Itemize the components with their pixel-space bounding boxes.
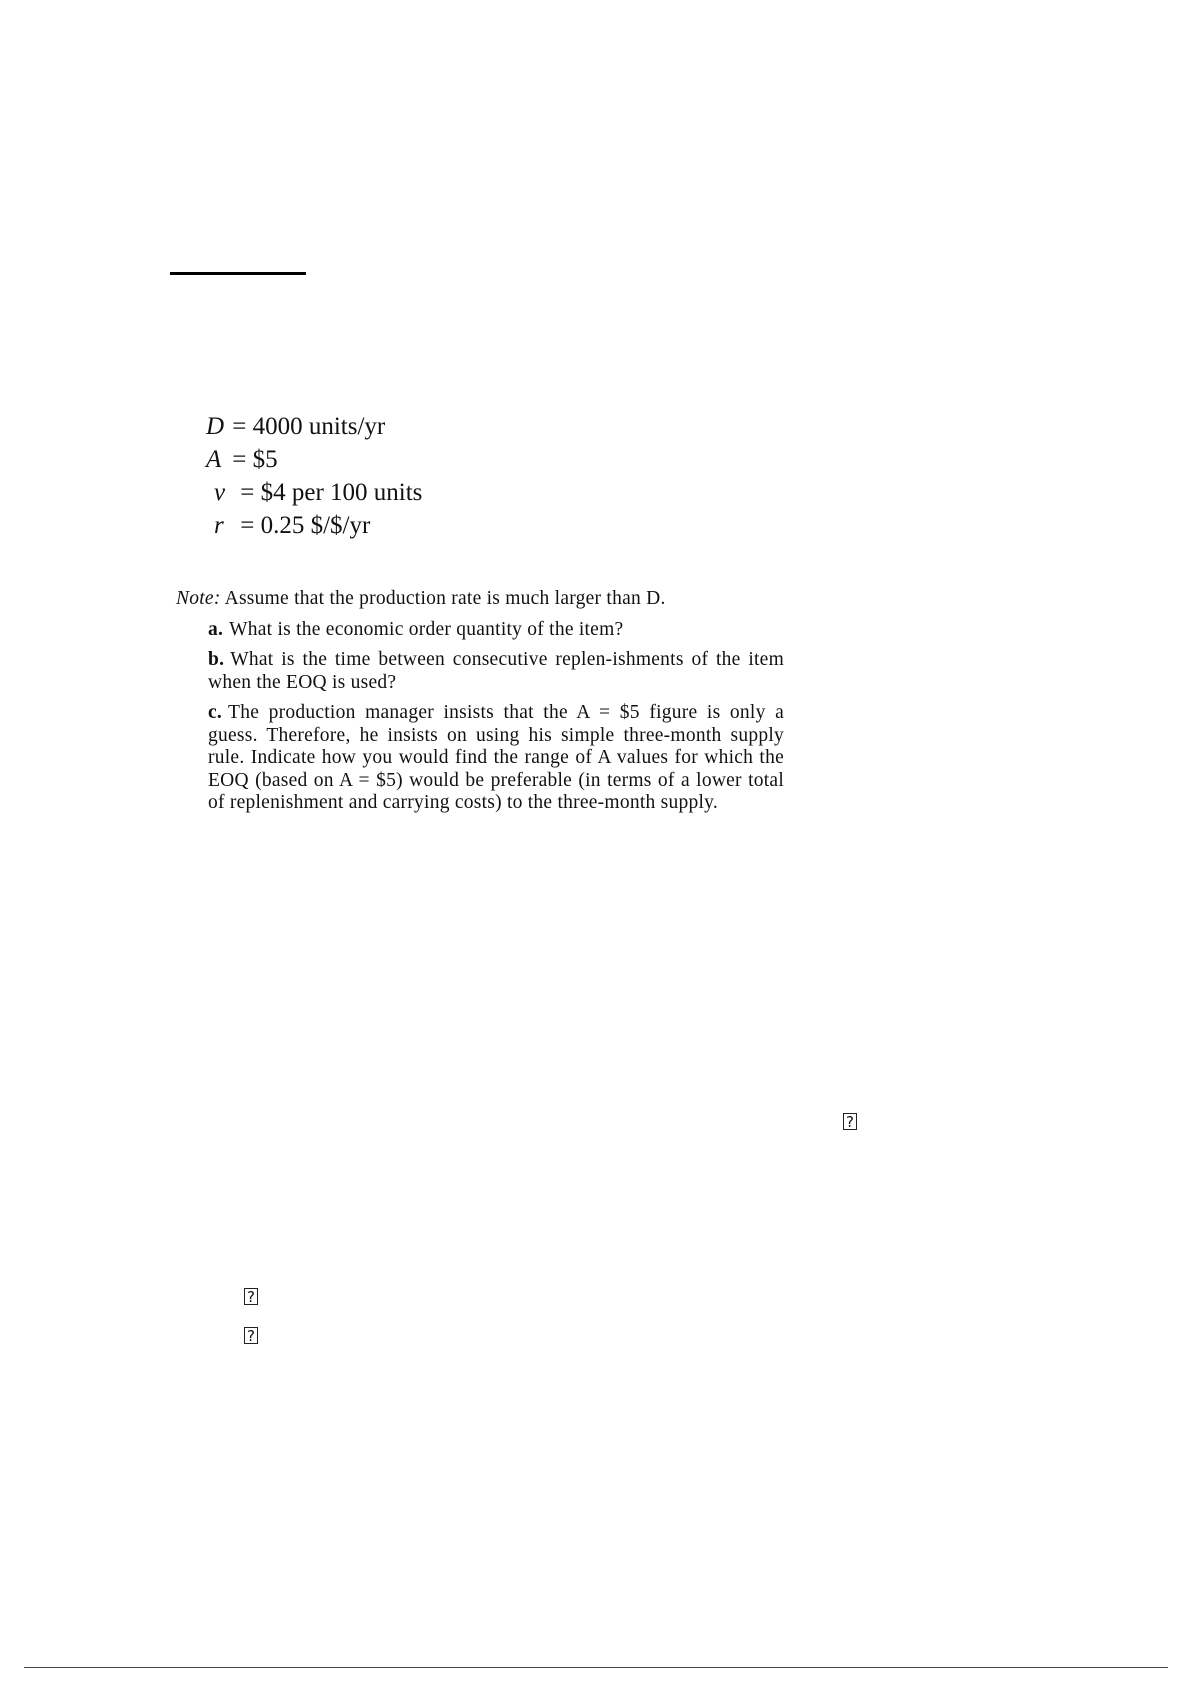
note-paragraph: Note: Assume that the production rate is much larger than D. (176, 588, 666, 609)
param-order-cost: A = $5 (206, 446, 278, 473)
question-c: c. The production manager insists that the A = $5 figure is only a guess. Therefore, he insists on using his simple three-month supply rule. Indicate how you would find the range of A values for which the EOQ (based on A = $5) would be preferable (in terms of a lower total of replenishment and carrying costs) to the three-month supply. (208, 702, 784, 813)
question-b: b. What is the time between consecutive replen-ishments of the item when the EOQ is used? (208, 649, 784, 693)
param-carrying-rate: r = 0.25 $/$/yr (214, 512, 371, 539)
question-a: a. What is the economic order quantity of the item? (208, 618, 624, 640)
missing-glyph-icon: ? (843, 1113, 857, 1130)
footer-rule (24, 1667, 1168, 1668)
missing-glyph-icon: ? (244, 1288, 258, 1305)
missing-glyph-icon: ? (244, 1327, 258, 1344)
param-demand: D = 4000 units/yr (206, 413, 386, 440)
top-rule (170, 272, 306, 275)
problem-text (176, 588, 784, 815)
param-unit-value: v = $4 per 100 units (214, 479, 423, 506)
parameter-list (206, 410, 422, 542)
